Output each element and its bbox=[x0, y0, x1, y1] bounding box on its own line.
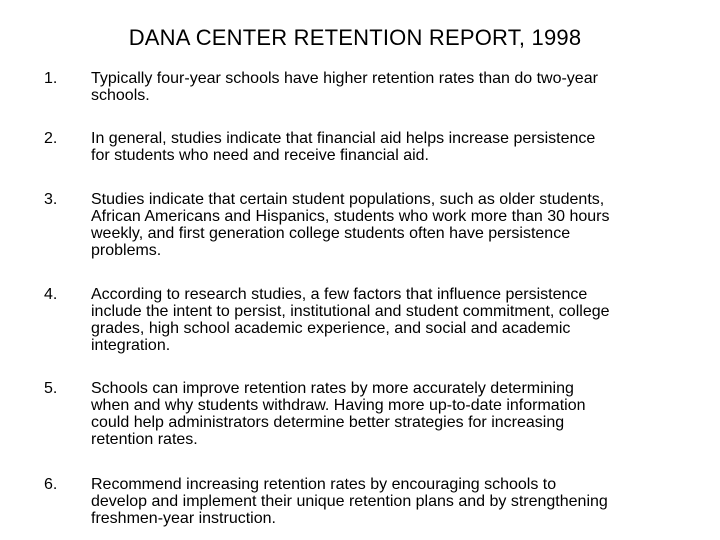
item-text-line: integration. bbox=[91, 337, 171, 354]
item-text-line: Typically four-year schools have higher retention rates than do two-year bbox=[91, 70, 598, 87]
item-text-line: include the intent to persist, institutional and student commitment, college bbox=[91, 303, 610, 320]
item-text-line: when and why students withdraw. Having more up-to-date information bbox=[91, 397, 586, 414]
item-text-line: weekly, and first generation college students often have persistence bbox=[91, 225, 571, 242]
item-text bbox=[91, 130, 691, 164]
item-text-line: Recommend increasing retention rates by encouraging schools to bbox=[91, 476, 557, 493]
item-text-line: Studies indicate that certain student populations, such as older students, bbox=[91, 191, 605, 208]
item-text-line: could help administrators determine better strategies for increasing bbox=[91, 414, 565, 431]
item-text bbox=[91, 380, 691, 448]
item-text-line: schools. bbox=[91, 87, 150, 104]
item-text bbox=[91, 286, 691, 354]
item-text-line: According to research studies, a few factors that influence persistence bbox=[91, 286, 588, 303]
item-text-line: grades, high school academic experience, and social and academic bbox=[91, 320, 571, 337]
item-text-line: African Americans and Hispanics, students who work more than 30 hours bbox=[91, 208, 610, 225]
item-number: 3. bbox=[44, 191, 58, 208]
page-title: DANA CENTER RETENTION REPORT, 1998 bbox=[128, 25, 582, 50]
item-text bbox=[91, 191, 691, 259]
item-text-line: Schools can improve retention rates by more accurately determining bbox=[91, 380, 574, 397]
item-text-line: freshmen-year instruction. bbox=[91, 510, 276, 527]
item-number: 4. bbox=[44, 286, 58, 303]
item-text-line: In general, studies indicate that financial aid helps increase persistence bbox=[91, 130, 596, 147]
item-text-line: develop and implement their unique retention plans and by strengthening bbox=[91, 493, 608, 510]
item-number: 5. bbox=[44, 380, 58, 397]
item-number: 1. bbox=[44, 70, 58, 87]
item-text-line: retention rates. bbox=[91, 431, 198, 448]
item-number: 2. bbox=[44, 130, 58, 147]
item-number: 6. bbox=[44, 476, 58, 493]
item-text bbox=[91, 476, 691, 527]
item-text bbox=[91, 70, 691, 104]
item-text-line: for students who need and receive financial aid. bbox=[91, 147, 429, 164]
item-text-line: problems. bbox=[91, 242, 162, 259]
